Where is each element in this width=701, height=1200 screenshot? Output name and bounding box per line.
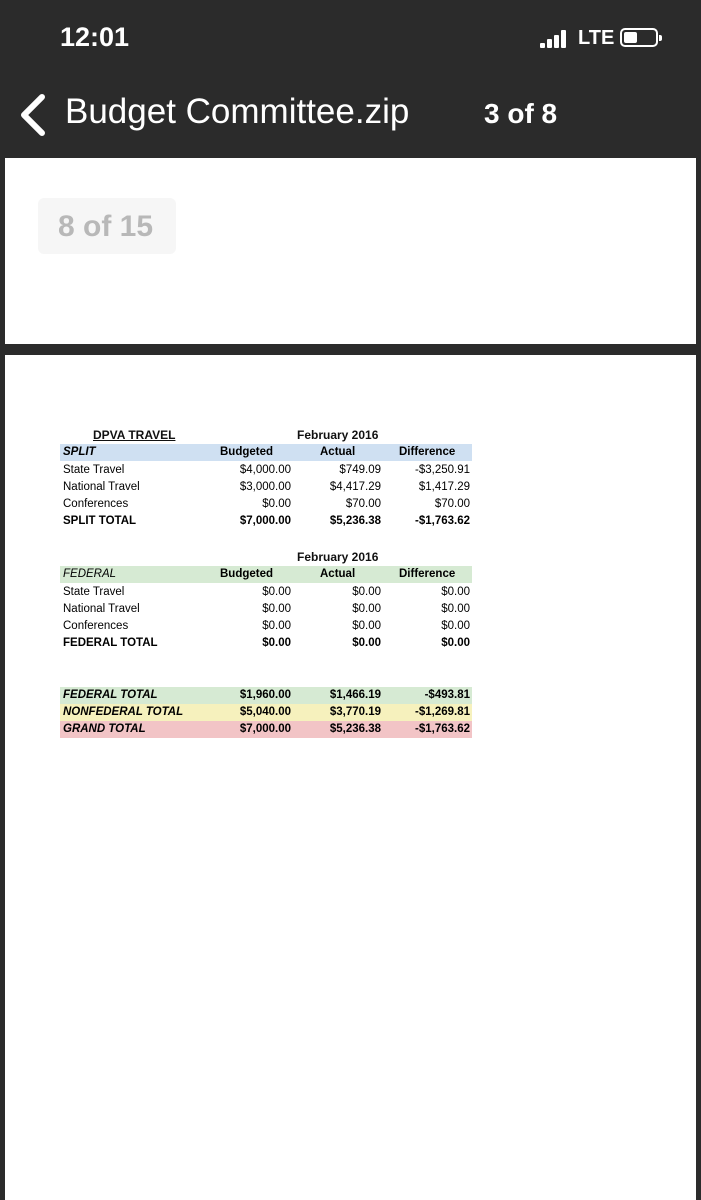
summary-nonfederal-difference: -$1,269.81 (415, 706, 470, 718)
network-type: LTE (578, 27, 615, 49)
summary-federal-budgeted: $1,960.00 (239, 689, 291, 701)
federal-total-difference: $0.00 (441, 637, 470, 649)
table-row-label: State Travel (63, 464, 125, 476)
table-cell: $0.00 (262, 586, 291, 598)
split-header-actual: Actual (320, 446, 356, 458)
federal-header-label: FEDERAL (63, 568, 117, 580)
table-row-label: Conferences (63, 498, 129, 510)
back-button[interactable] (14, 92, 54, 138)
summary-nonfederal-label: NONFEDERAL TOTAL (63, 706, 184, 718)
document-counter: 3 of 8 (484, 98, 558, 129)
table-cell: $4,000.00 (239, 464, 291, 476)
signal-strength-icon (540, 30, 572, 48)
status-time: 12:01 (60, 22, 130, 52)
battery-icon (620, 28, 658, 47)
table-cell: $0.00 (352, 586, 381, 598)
status-bar (0, 0, 701, 80)
table-cell: $70.00 (345, 498, 381, 510)
federal-header-actual: Actual (320, 568, 356, 580)
split-header-difference: Difference (399, 446, 456, 458)
document-page-previous[interactable] (5, 158, 696, 344)
split-header-label: SPLIT (63, 446, 96, 458)
document-title: Budget Committee.zip (65, 92, 410, 131)
table-row-label: National Travel (63, 603, 140, 615)
summary-nonfederal-actual: $3,770.19 (329, 706, 381, 718)
table-cell: $0.00 (441, 603, 470, 615)
table-cell: $0.00 (441, 620, 470, 632)
table-row-label: State Travel (63, 586, 125, 598)
federal-total-label: FEDERAL TOTAL (63, 637, 158, 649)
page-indicator (38, 198, 176, 254)
table-cell: $0.00 (262, 603, 291, 615)
federal-total-actual: $0.00 (352, 637, 381, 649)
federal-header-budgeted: Budgeted (220, 568, 274, 580)
federal-header-difference: Difference (399, 568, 456, 580)
navigation-bar (0, 80, 701, 158)
split-month: February 2016 (297, 428, 379, 442)
sheet-title: DPVA TRAVEL (93, 428, 176, 442)
document-page-current[interactable] (5, 355, 696, 1200)
table-cell: $70.00 (434, 498, 470, 510)
summary-grand-difference: -$1,763.62 (415, 723, 470, 735)
table-cell: $0.00 (262, 498, 291, 510)
federal-total-budgeted: $0.00 (262, 637, 291, 649)
summary-federal-actual: $1,466.19 (329, 689, 381, 701)
federal-month: February 2016 (297, 550, 379, 564)
table-cell: $0.00 (262, 620, 291, 632)
page-indicator-label: 8 of 15 (58, 210, 154, 243)
table-cell: $0.00 (441, 586, 470, 598)
split-header-budgeted: Budgeted (220, 446, 274, 458)
table-cell: -$3,250.91 (415, 464, 470, 476)
table-cell: $3,000.00 (239, 481, 291, 493)
summary-nonfederal-budgeted: $5,040.00 (239, 706, 291, 718)
table-row-label: National Travel (63, 481, 140, 493)
table-cell: $0.00 (352, 603, 381, 615)
summary-grand-label: GRAND TOTAL (63, 723, 146, 735)
table-row-label: Conferences (63, 620, 129, 632)
chevron-left-icon (14, 92, 54, 138)
summary-federal-difference: -$493.81 (424, 689, 470, 701)
table-cell: $0.00 (352, 620, 381, 632)
table-cell: $1,417.29 (418, 481, 470, 493)
split-total-difference: -$1,763.62 (415, 515, 470, 527)
summary-grand-budgeted: $7,000.00 (239, 723, 291, 735)
split-total-budgeted: $7,000.00 (239, 515, 291, 527)
summary-federal-label: FEDERAL TOTAL (63, 689, 158, 701)
table-cell: $4,417.29 (329, 481, 381, 493)
table-cell: $749.09 (339, 464, 381, 476)
summary-grand-actual: $5,236.38 (329, 723, 381, 735)
split-total-label: SPLIT TOTAL (63, 515, 137, 527)
split-total-actual: $5,236.38 (329, 515, 381, 527)
